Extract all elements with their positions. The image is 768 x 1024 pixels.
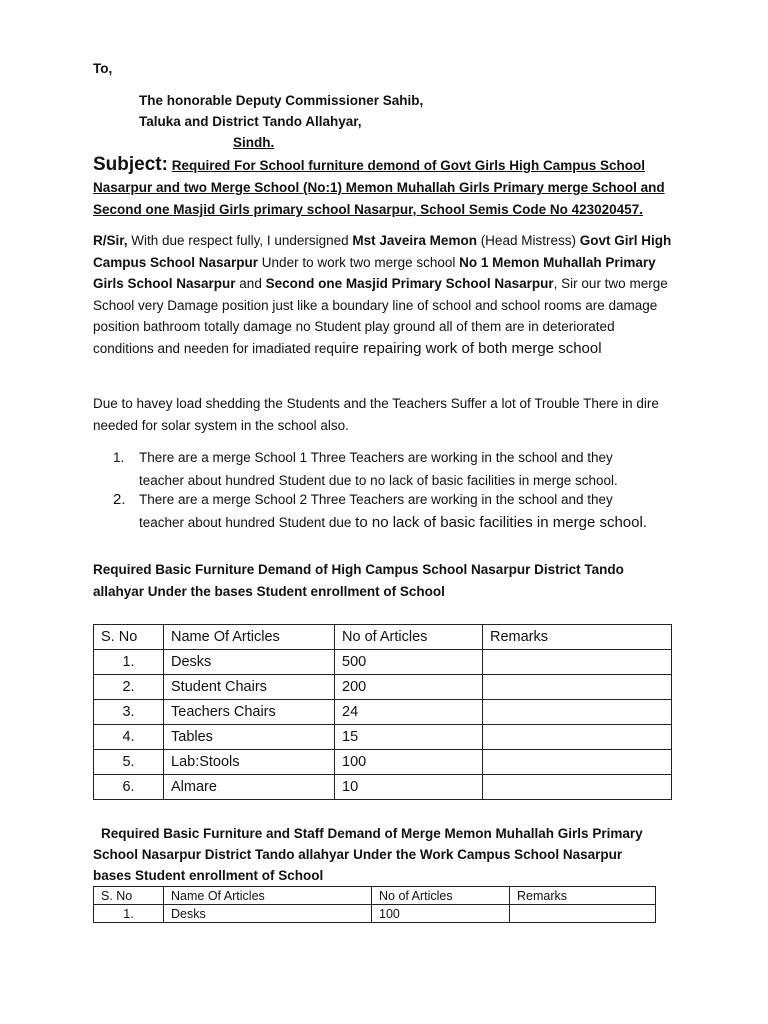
cell-name: Lab:Stools <box>164 750 335 775</box>
table-row <box>94 905 656 923</box>
list-item-number: 1. <box>113 450 125 465</box>
body-text-c: Under to work two merge school <box>258 254 460 270</box>
cell-count: 200 <box>335 675 483 700</box>
cell-count: 10 <box>335 775 483 800</box>
list-item-text: There are a merge School 1 Three Teachers are working in the school and they teacher about hundred Student due to no lack of basic facilities in merge school. <box>139 450 618 488</box>
table-row <box>94 675 672 700</box>
cell-count: 100 <box>335 750 483 775</box>
cell-remarks <box>483 675 672 700</box>
cell-sno: 5. <box>94 750 164 775</box>
list-item-number: 2. <box>113 491 126 508</box>
cell-sno: 1. <box>94 650 164 675</box>
table-header-row <box>94 887 656 905</box>
cell-name: Almare <box>164 775 335 800</box>
school-name-3: Second one Masjid Primary School Nasarpur <box>265 276 554 291</box>
col-header-name: Name Of Articles <box>164 625 335 650</box>
cell-sno: 3. <box>94 700 164 725</box>
col-header-count: No of Articles <box>335 625 483 650</box>
cell-remarks <box>483 775 672 800</box>
list-item-text-b: to no lack of basic facilities in merge school. <box>355 514 647 531</box>
cell-remarks <box>483 750 672 775</box>
cell-sno: 1. <box>94 905 164 923</box>
cell-name: Student Chairs <box>164 675 335 700</box>
heading-high-campus: Required Basic Furniture Demand of High Campus School Nasarpur District Tando allahyar Under the bases Student enrollment of School <box>93 562 624 599</box>
body-paragraph-2: Due to havey load shedding the Students and the Teachers Suffer a lot of Trouble There in dire needed for solar system in the school also. <box>93 396 659 433</box>
cell-sno: 4. <box>94 725 164 750</box>
body-text-a: With due respect fully, I undersigned <box>127 233 353 248</box>
cell-name: Desks <box>164 905 372 923</box>
salutation: To, <box>93 61 113 76</box>
greeting: R/Sir, <box>93 233 128 248</box>
col-header-count: No of Articles <box>372 887 510 905</box>
cell-name: Teachers Chairs <box>164 700 335 725</box>
school-name-1: Govt Girl High Campus School Nasarpur <box>93 233 672 270</box>
school-name-2: No 1 Memon Muhallah Primary Girls School Nasarpur <box>93 254 656 291</box>
cell-count: 500 <box>335 650 483 675</box>
cell-sno: 2. <box>94 675 164 700</box>
cell-remarks <box>483 725 672 750</box>
col-header-name: Name Of Articles <box>164 887 372 905</box>
cell-remarks <box>483 700 672 725</box>
col-header-remarks: Remarks <box>510 887 656 905</box>
subject-lead: Subject: <box>93 154 168 175</box>
body-text-d: and <box>235 276 266 291</box>
furniture-table-merge-memon <box>93 886 656 923</box>
addressee-line-3: Sindh. <box>233 135 275 150</box>
heading-merge-memon: Required Basic Furniture and Staff Demand of Merge Memon Muhallah Girls Primary School Nasarpur District Tando allahyar Under the Work Campus School Nasarpur bases Student enrollment of School <box>93 826 643 883</box>
body-text-b: (Head Mistress) <box>476 233 580 248</box>
cell-count: 24 <box>335 700 483 725</box>
addressee <box>139 90 423 153</box>
furniture-table-high-campus <box>93 624 672 800</box>
subject-text: Required For School furniture demond of Govt Girls High Campus School Nasarpur and two Merge School (No:1) Memon Muhallah Girls Primary merge School and Second one Masjid Girls primary school Nasarpur, School Semis Code No 423020457. <box>93 158 665 217</box>
body-text-f: uire repairing work of both merge school <box>333 339 602 357</box>
table-row <box>94 700 672 725</box>
addressee-line-2: Taluka and District Tando Allahyar, <box>139 114 362 129</box>
cell-name: Tables <box>164 725 335 750</box>
subject <box>93 154 693 221</box>
table-row <box>94 650 672 675</box>
table-row <box>94 775 672 800</box>
table-header-row <box>94 625 672 650</box>
cell-remarks <box>510 905 656 923</box>
col-header-sno: S. No <box>94 887 164 905</box>
cell-name: Desks <box>164 650 335 675</box>
cell-sno: 6. <box>94 775 164 800</box>
list-item-text-a: There are a merge School 2 Three Teachers are working in the school and they teacher about hundred Student due <box>139 492 613 530</box>
addressee-line-1: The honorable Deputy Commissioner Sahib, <box>139 93 424 108</box>
col-header-sno: S. No <box>94 625 164 650</box>
col-header-remarks: Remarks <box>483 625 672 650</box>
body-paragraph-1 <box>93 230 673 359</box>
cell-count: 15 <box>335 725 483 750</box>
cell-count: 100 <box>372 905 510 923</box>
table-row <box>94 725 672 750</box>
table-row <box>94 750 672 775</box>
head-mistress-name: Mst Javeira Memon <box>352 233 477 248</box>
body-text-e: , Sir our two merge School very Damage position just like a boundary line of school and school rooms are damage position bathroom totally damage no Student play ground all of them are in deteriorated conditions and needen for imadiated req <box>93 276 668 356</box>
cell-remarks <box>483 650 672 675</box>
list-item-text <box>139 488 659 534</box>
